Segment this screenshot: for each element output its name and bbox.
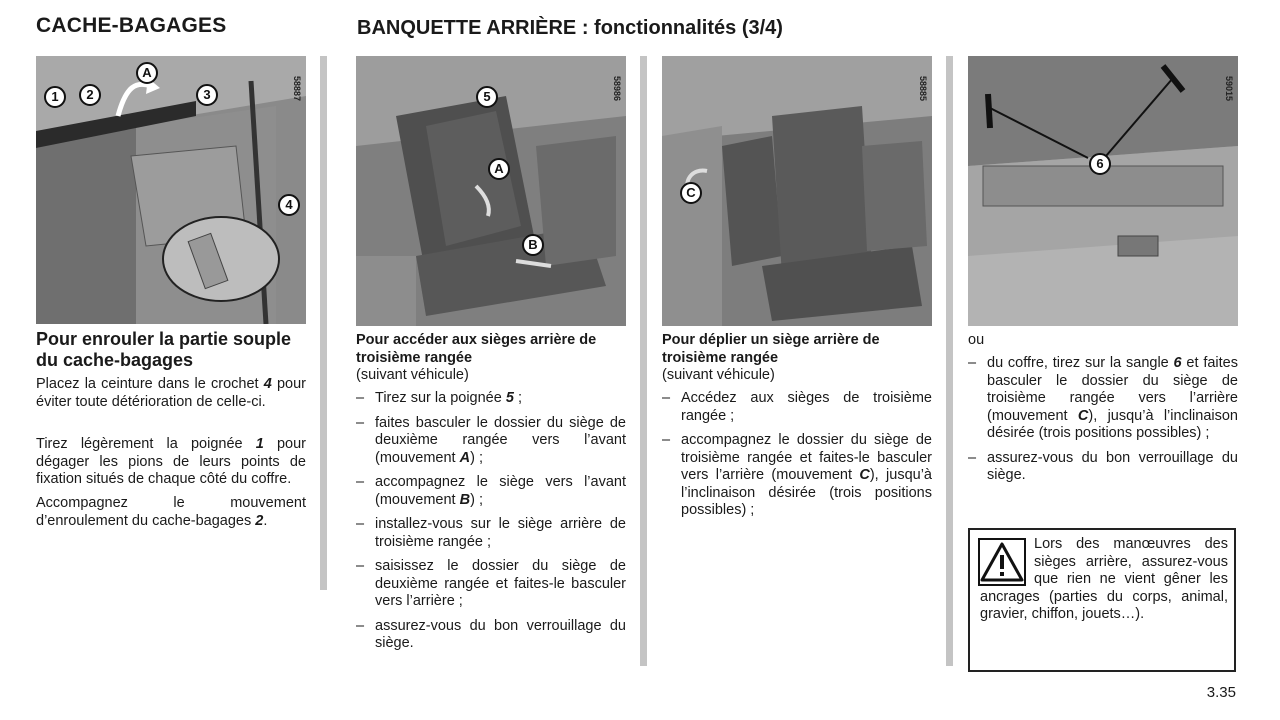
paragraph-3: Accompagnez le mouvement d’enroulement du cache-bagages 2. bbox=[36, 495, 306, 529]
warning-text: Lors des manœuvres des sièges arrière, assurez-vous que rien ne vient gêner les ancrages (parties du corps, animal, gravier, chiffon, jouets…). bbox=[980, 536, 1228, 622]
warning-box bbox=[968, 528, 1236, 672]
callout-A: A bbox=[136, 62, 158, 84]
paragraph-2: Tirez légèrement la poignée 1 pour dégager les pions de leurs points de fixation situés de chaque côté du coffre. bbox=[36, 436, 306, 487]
subtitle-deplier: Pour déplier un siège arrière de troisième rangée bbox=[662, 332, 880, 366]
figure-seat-unfold bbox=[662, 56, 932, 326]
figure-ref: 58986 bbox=[612, 76, 622, 102]
list-item: – Tirez sur la poignée 5 ; bbox=[356, 390, 626, 408]
figure-ref: 58885 bbox=[918, 76, 928, 102]
figure-ref: 59015 bbox=[1224, 76, 1234, 102]
section-title-banquette: BANQUETTE ARRIÈRE : fonctionnalités (3/4) bbox=[357, 17, 783, 39]
paragraph-1: Placez la ceinture dans le crochet 4 pour éviter toute détérioration de celle-ci. bbox=[36, 376, 306, 410]
callout-6: 6 bbox=[1089, 153, 1111, 175]
list-item: – accompagnez le siège vers l’avant (mouvement B) ; bbox=[356, 474, 626, 509]
callout-1: 1 bbox=[44, 86, 66, 108]
list-item: – du coffre, tirez sur la sangle 6 et faites basculer le dossier du siège de troisième rangée vers l’arrière (mouvement C), jusqu’à l’inclinaison désirée (trois positions possibles) ; bbox=[968, 355, 1238, 443]
list-item: – assurez-vous du bon verrouillage du siège. bbox=[356, 618, 626, 653]
list-item: – accompagnez le dossier du siège de troisième rangée et faites-le basculer vers l’arrière (mouvement C), jusqu’à l’inclinaison désirée (trois positions possibles) ; bbox=[662, 432, 932, 520]
callout-B: B bbox=[522, 234, 544, 256]
callout-3: 3 bbox=[196, 84, 218, 106]
figure-ref: 58887 bbox=[292, 76, 302, 102]
section-title-cache-bagages: CACHE-BAGAGES bbox=[36, 14, 227, 37]
callout-A: A bbox=[488, 158, 510, 180]
list-item: – saisissez le dossier du siège de deuxième rangée et faites-le basculer vers l’arrière ; bbox=[356, 558, 626, 611]
note-suivant-vehicule: (suivant véhicule) bbox=[356, 367, 469, 383]
column-divider bbox=[946, 56, 953, 666]
list-item: – Accédez aux sièges de troisième rangée ; bbox=[662, 390, 932, 425]
callout-5: 5 bbox=[476, 86, 498, 108]
steps-list-coffre bbox=[968, 355, 1238, 492]
subtitle-acceder: Pour accéder aux sièges arrière de troisième rangée bbox=[356, 332, 597, 366]
steps-list-acceder bbox=[356, 390, 626, 660]
list-item: – installez-vous sur le siège arrière de troisième rangée ; bbox=[356, 516, 626, 551]
column-divider bbox=[320, 56, 327, 590]
page-number: 3.35 bbox=[1206, 684, 1236, 701]
list-item: – faites basculer le dossier du siège de deuxième rangée vers l’avant (mouvement A) ; bbox=[356, 415, 626, 468]
text-ou: ou bbox=[968, 332, 985, 348]
callout-2: 2 bbox=[79, 84, 101, 106]
figure-seat-access bbox=[356, 56, 626, 326]
subtitle-enrouler: Pour enrouler la partie souple du cache-bagages bbox=[36, 329, 292, 370]
column-divider bbox=[640, 56, 647, 666]
figure-trunk-strap bbox=[968, 56, 1238, 326]
note-suivant-vehicule: (suivant véhicule) bbox=[662, 367, 775, 383]
list-item: – assurez-vous du bon verrouillage du siège. bbox=[968, 450, 1238, 485]
steps-list-deplier bbox=[662, 390, 932, 527]
figure-cache-bagages bbox=[36, 56, 306, 324]
callout-C: C bbox=[680, 182, 702, 204]
callout-4: 4 bbox=[278, 194, 300, 216]
